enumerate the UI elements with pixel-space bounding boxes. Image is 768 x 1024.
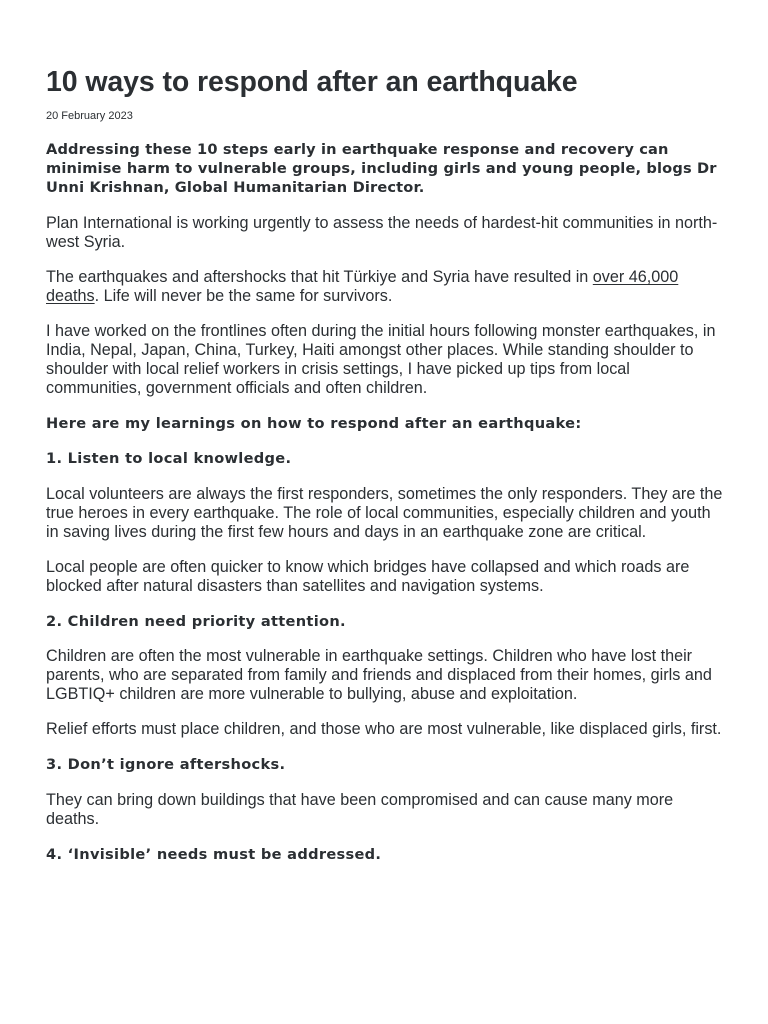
death-toll-link[interactable]: over 46,000 deaths [46, 267, 679, 305]
paragraph-local-volunteers: Local volunteers are always the first responders, sometimes the only responders. They are the true heroes in every earthquake. The role of local communities, especially children and youth in saving lives during the first few hours and days in an earthquake zone are critical. [46, 484, 723, 541]
paragraph-plan-international: Plan International is working urgently to assess the needs of hardest-hit communities in north-west Syria. [46, 213, 718, 251]
death-toll-text-before: The earthquakes and aftershocks that hit Türkiye and Syria have resulted in [46, 267, 593, 286]
step-heading-4: 4. ‘Invisible’ needs must be addressed. [46, 845, 382, 863]
paragraph-vulnerable-children: Children are often the most vulnerable in earthquake settings. Children who have lost their parents, who are separated from family and friends and displaced from their homes, girls and LGBTIQ+ children are more vulnerable to bullying, abuse and exploitation. [46, 647, 712, 704]
step-heading-1: 1. Listen to local knowledge. [46, 450, 292, 468]
learnings-heading: Here are my learnings on how to respond after an earthquake: [46, 415, 582, 433]
death-toll-text-after: . Life will never be the same for survivors. [94, 286, 393, 305]
paragraph-relief-efforts: Relief efforts must place children, and those who are most vulnerable, like displaced girls, first. [46, 720, 722, 739]
step-heading-3: 3. Don’t ignore aftershocks. [46, 756, 286, 774]
article-lead: Addressing these 10 steps early in earthquake response and recovery can minimise harm to vulnerable groups, including girls and young people, blogs Dr Unni Krishnan, Global Humanitarian Director. [46, 141, 717, 197]
article [46, 64, 726, 864]
paragraph-frontlines: I have worked on the frontlines often during the initial hours following monster earthquakes, in India, Nepal, Japan, China, Turkey, Haiti amongst other places. While standing shoulder to shoulder with local relief workers in crisis settings, I have picked up tips from local communities, government officials and often children. [46, 321, 716, 398]
article-title: 10 ways to respond after an earthquake [46, 66, 578, 98]
step-heading-2: 2. Children need priority attention. [46, 613, 346, 631]
paragraph-local-people: Local people are often quicker to know which bridges have collapsed and which roads are blocked after natural disasters than satellites and navigation systems. [46, 557, 690, 595]
paragraph-death-toll [46, 268, 726, 306]
publish-date: 20 February 2023 [46, 110, 133, 122]
paragraph-aftershocks: They can bring down buildings that have been compromised and can cause many more deaths. [46, 790, 674, 828]
